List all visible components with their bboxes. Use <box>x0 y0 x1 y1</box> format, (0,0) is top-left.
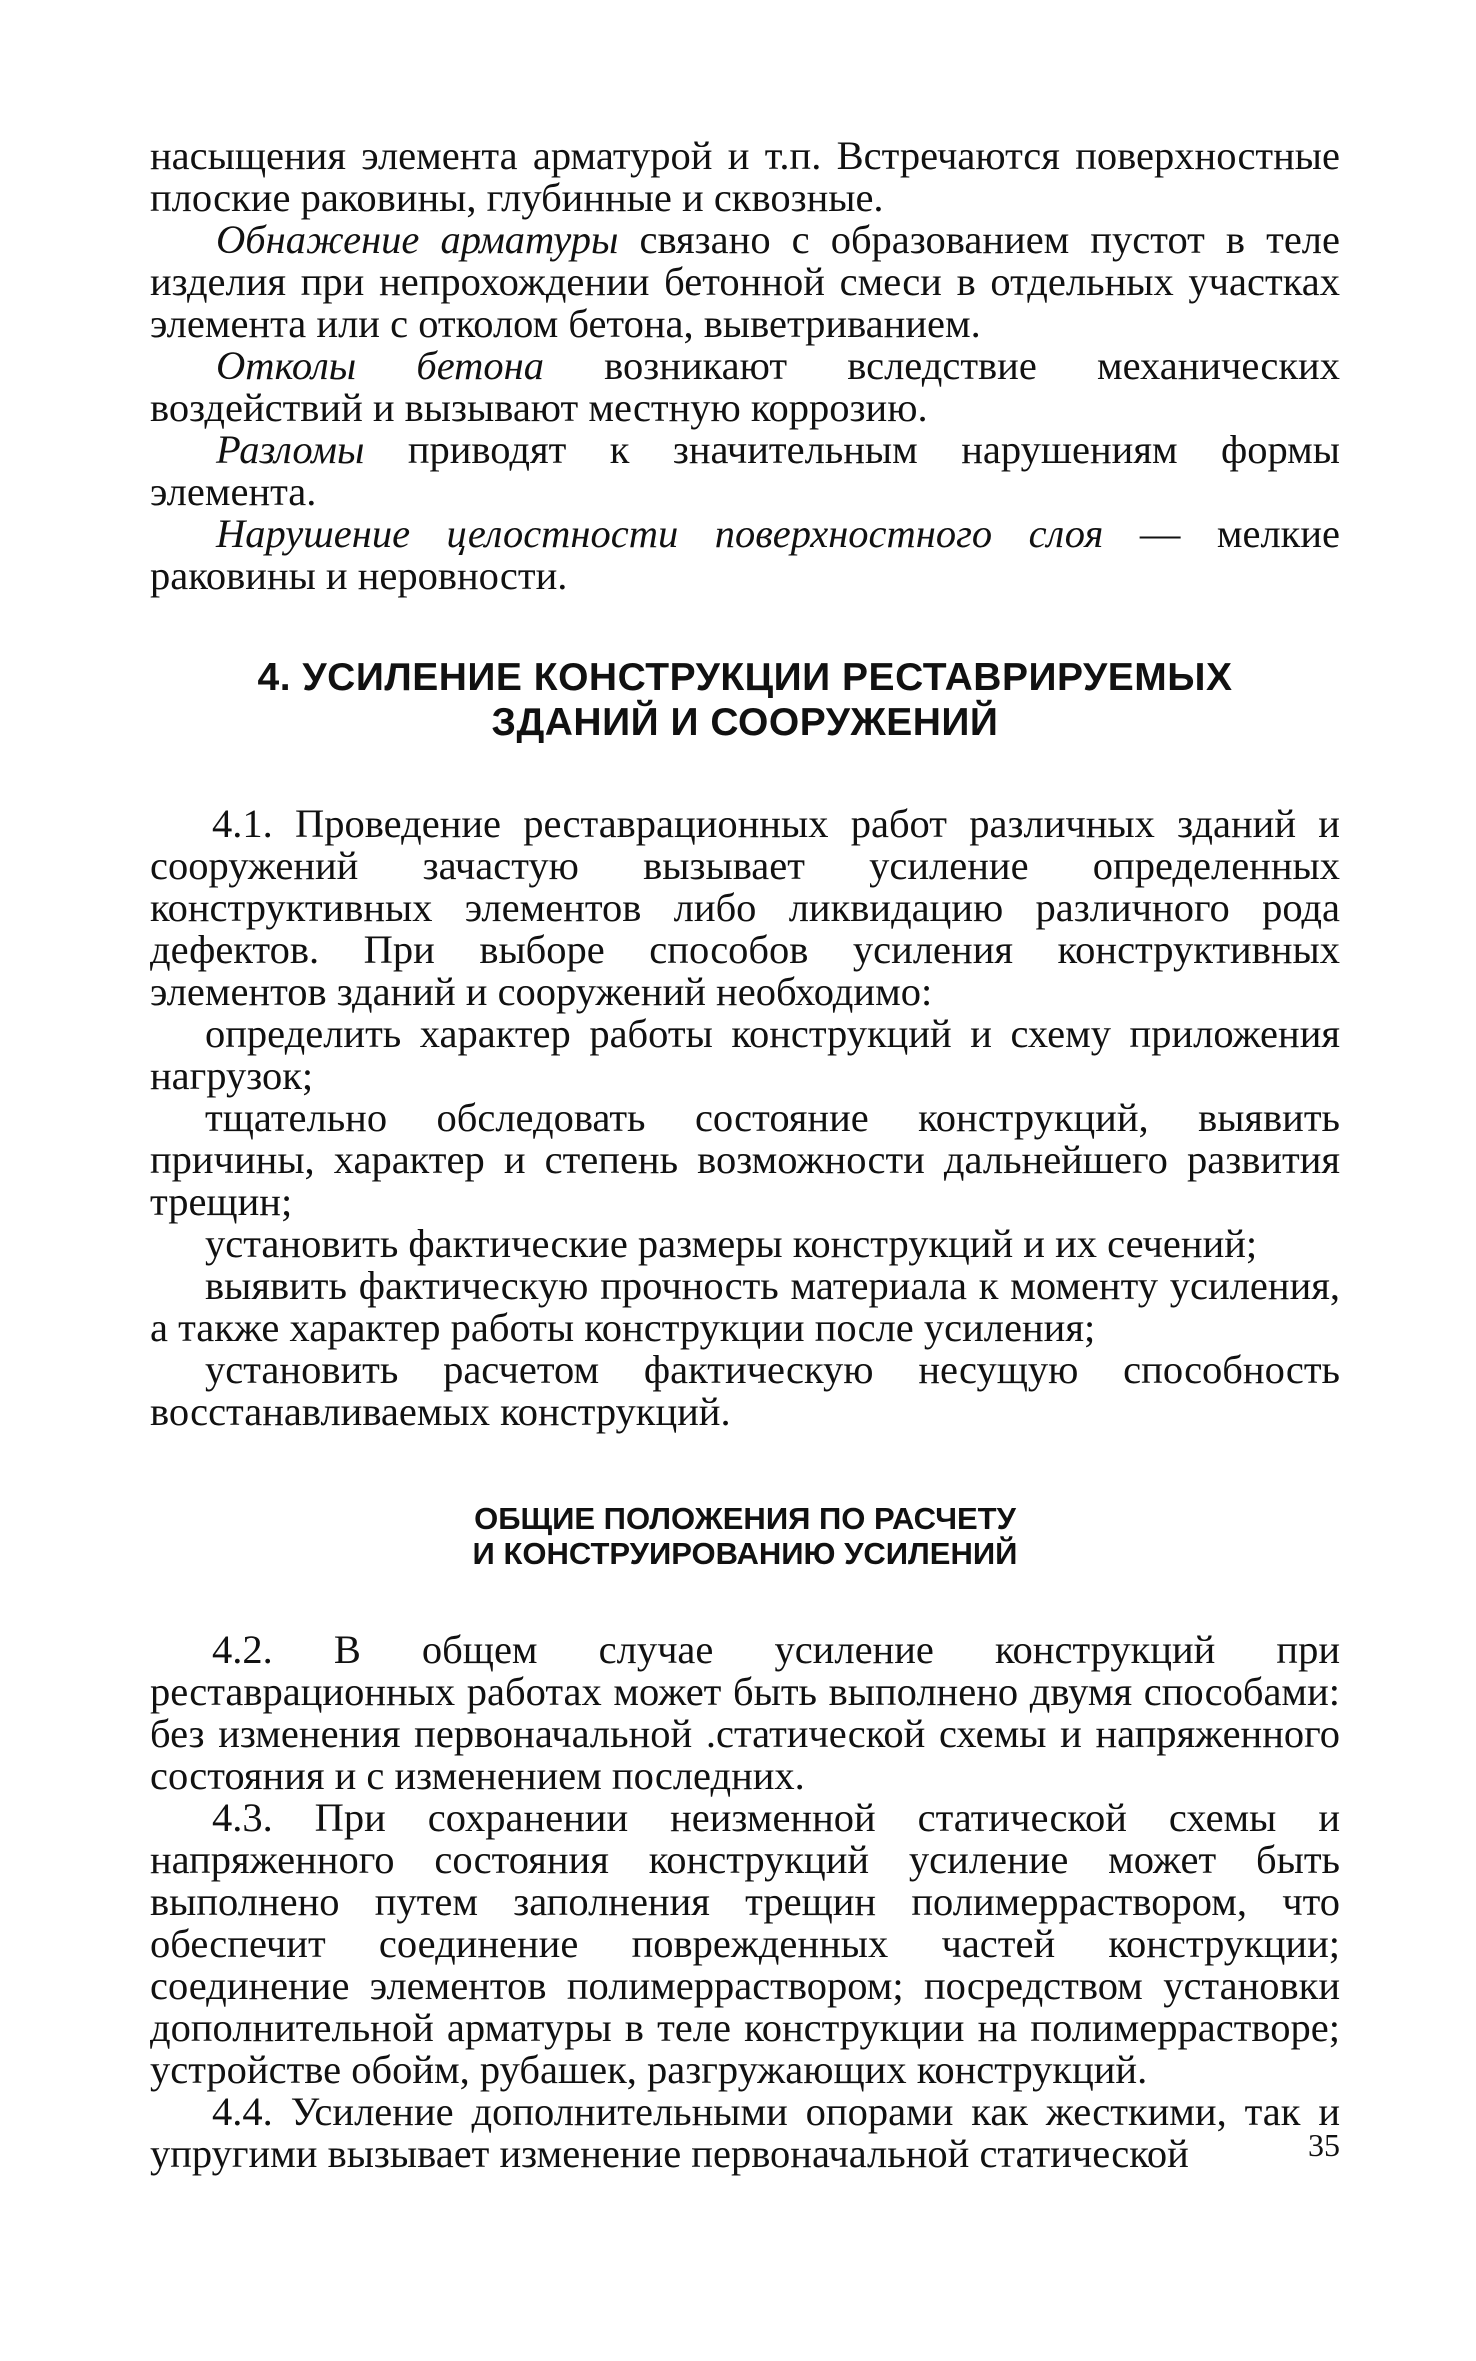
list-item: определить характер работы конструкций и схему приложения нагрузок; <box>150 1011 1340 1098</box>
paragraph-4-2: 4.2. В общем случае усиление конструкций при реставрационных работах может быть выполнено двумя способами: без изменения первоначальной .статической схемы и напряженного состояния и с изменением последних. <box>150 1627 1340 1798</box>
text-concrete-chips: возникают вследствие механических воздействий и вызывают местную коррозию. <box>150 343 1340 430</box>
paragraph-surface-damage <box>150 513 1340 597</box>
section-title-line1: 4. УСИЛЕНИЕ КОНСТРУКЦИИ РЕСТАВРИРУЕМЫХ <box>257 656 1233 699</box>
paragraph-4-1: 4.1. Проведение реставрационных работ различных зданий и сооружений зачастую вызывает усиление определенных конструктивных элементов либо ликвидацию различного рода дефектов. При выборе способов усиления конструктивных элементов зданий и сооружений необходимо: <box>150 801 1340 1014</box>
list-item: тщательно обследовать состояние конструкций, выявить причины, характер и степень возможности дальнейшего развития трещин; <box>150 1095 1340 1224</box>
page-number: 35 <box>1308 2127 1340 2163</box>
text-surface-damage: — мелкие раковины и неровности. <box>150 511 1340 598</box>
subsection-title-line2: И КОНСТРУИРОВАНИЮ УСИЛЕНИЙ <box>472 1536 1018 1571</box>
subsection-title-line1: ОБЩИЕ ПОЛОЖЕНИЯ ПО РАСЧЕТУ <box>474 1501 1016 1536</box>
text-fractures: приводят к значительным нарушениям формы элемента. <box>150 427 1340 514</box>
term-surface-damage: Нарушение целостности поверхностного слоя <box>216 511 1104 556</box>
term-fractures: Разломы <box>216 427 365 472</box>
paragraph-continued: насыщения элемента арматурой и т.п. Встречаются поверхностные плоские раковины, глубинные и сквозные. <box>150 133 1340 220</box>
text-exposed-rebar: связано с образованием пустот в теле изделия при непрохождении бетонной смеси в отдельных участках элемента или с отколом бетона, выветриванием. <box>150 217 1340 346</box>
section-title-line2: ЗДАНИЙ И СООРУЖЕНИЙ <box>491 701 999 744</box>
paragraph-4-3: 4.3. При сохранении неизменной статической схемы и напряженного состояния конструкций усиление может быть выполнено путем заполнения трещин полимерраствором, что обеспечит соединение поврежденных частей конструкции; соединение элементов полимерраствором; посредством установки дополнительной арматуры в теле конструкции на полимеррастворе; устройстве обойм, рубашек, разгружающих конструкций. <box>150 1795 1340 2092</box>
paragraph-4-4: 4.4. Усиление дополнительными опорами как жесткими, так и упругими вызывает изменение первоначальной статической <box>150 2089 1340 2176</box>
paragraph-concrete-chips <box>150 345 1340 429</box>
term-exposed-rebar: Обнажение арматуры <box>216 217 619 262</box>
paragraph-exposed-rebar <box>150 219 1340 345</box>
list-item: установить расчетом фактическую несущую способность восстанавливаемых конструкций. <box>150 1347 1340 1434</box>
term-concrete-chips: Отколы бетона <box>216 343 545 388</box>
paragraph-fractures <box>150 429 1340 513</box>
list-item: выявить фактическую прочность материала к моменту усиления, а также характер работы конструкции после усиления; <box>150 1263 1340 1350</box>
list-item: установить фактические размеры конструкций и их сечений; <box>205 1221 1258 1266</box>
page-body <box>150 135 1340 2175</box>
